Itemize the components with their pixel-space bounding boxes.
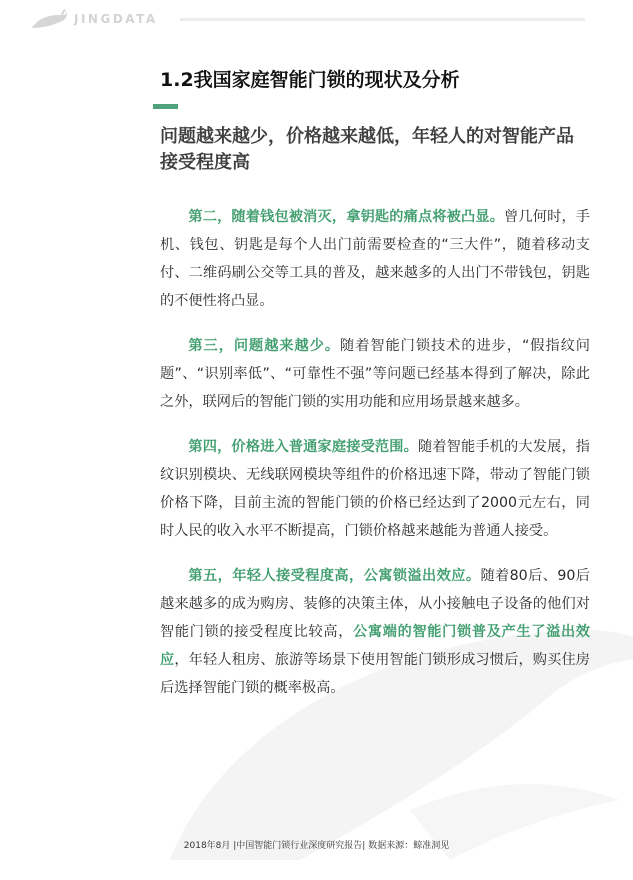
jingdata-logo	[30, 8, 158, 30]
paragraph-text: 随着智能门锁技术的进步，“假指纹问题”、“识别率低”、“可靠性不强”等问题已经基本得到了解决，除此之外，联网后的智能门锁的实用功能和应用场景越来越多。	[160, 338, 590, 410]
paragraph-fifth	[160, 562, 590, 702]
paragraph-second	[160, 203, 590, 315]
paragraph-text: 曾几何时，手机、钱包、钥匙是每个人出门前需要检查的“三大件”，随着移动支付、二维码刷公交等工具的普及，越来越多的人出门不带钱包，钥匙的不便性将凸显。	[160, 209, 590, 309]
paragraph-text: 随着智能手机的大发展，指纹识别模块、无线联网模块等组件的价格迅速下降，带动了智能门锁价格下降，目前主流的智能门锁的价格已经达到了2000元左右，同时人民的收入水平不断提高，门锁价格越来越能为普通人接受。	[160, 439, 590, 539]
header-rule	[180, 18, 585, 21]
paragraph-lead: 第二，随着钱包被消灭，拿钥匙的痛点将被凸显。	[188, 209, 505, 225]
paragraph-lead: 第四，价格进入普通家庭接受范围。	[188, 439, 418, 455]
section-title: 1.2我国家庭智能门锁的现状及分析	[160, 69, 460, 91]
paragraph-text: ，年轻人租房、旅游等场景下使用智能门锁形成习惯后，购买住房后选择智能门锁的概率极高。	[160, 652, 590, 696]
paragraph-fourth	[160, 433, 590, 545]
paragraph-lead: 第五，年轻人接受程度高，公寓锁溢出效应。	[188, 568, 481, 584]
paragraph-third	[160, 332, 590, 416]
whale-logo-icon	[30, 8, 68, 30]
paragraph-highlight: 公寓端的智能门锁普及产生了溢出效应	[160, 624, 590, 668]
paragraph-lead: 第三，问题越来越少。	[188, 338, 341, 354]
paragraph-text: 随着80后、90后越来越多的成为购房、装修的决策主体，从小接触电子设备的他们对智能门锁的接受程度比较高，	[160, 568, 590, 640]
section-accent-bar	[153, 104, 178, 109]
logo-text: JINGDATA	[74, 12, 158, 26]
body-text	[160, 203, 590, 719]
page-footer: 2018年8月 |中国智能门锁行业深度研究报告| 数据来源：鲸准洞见	[183, 841, 450, 851]
section-subtitle: 问题越来越少，价格越来越低，年轻人的对智能产品接受程度高	[160, 126, 574, 173]
